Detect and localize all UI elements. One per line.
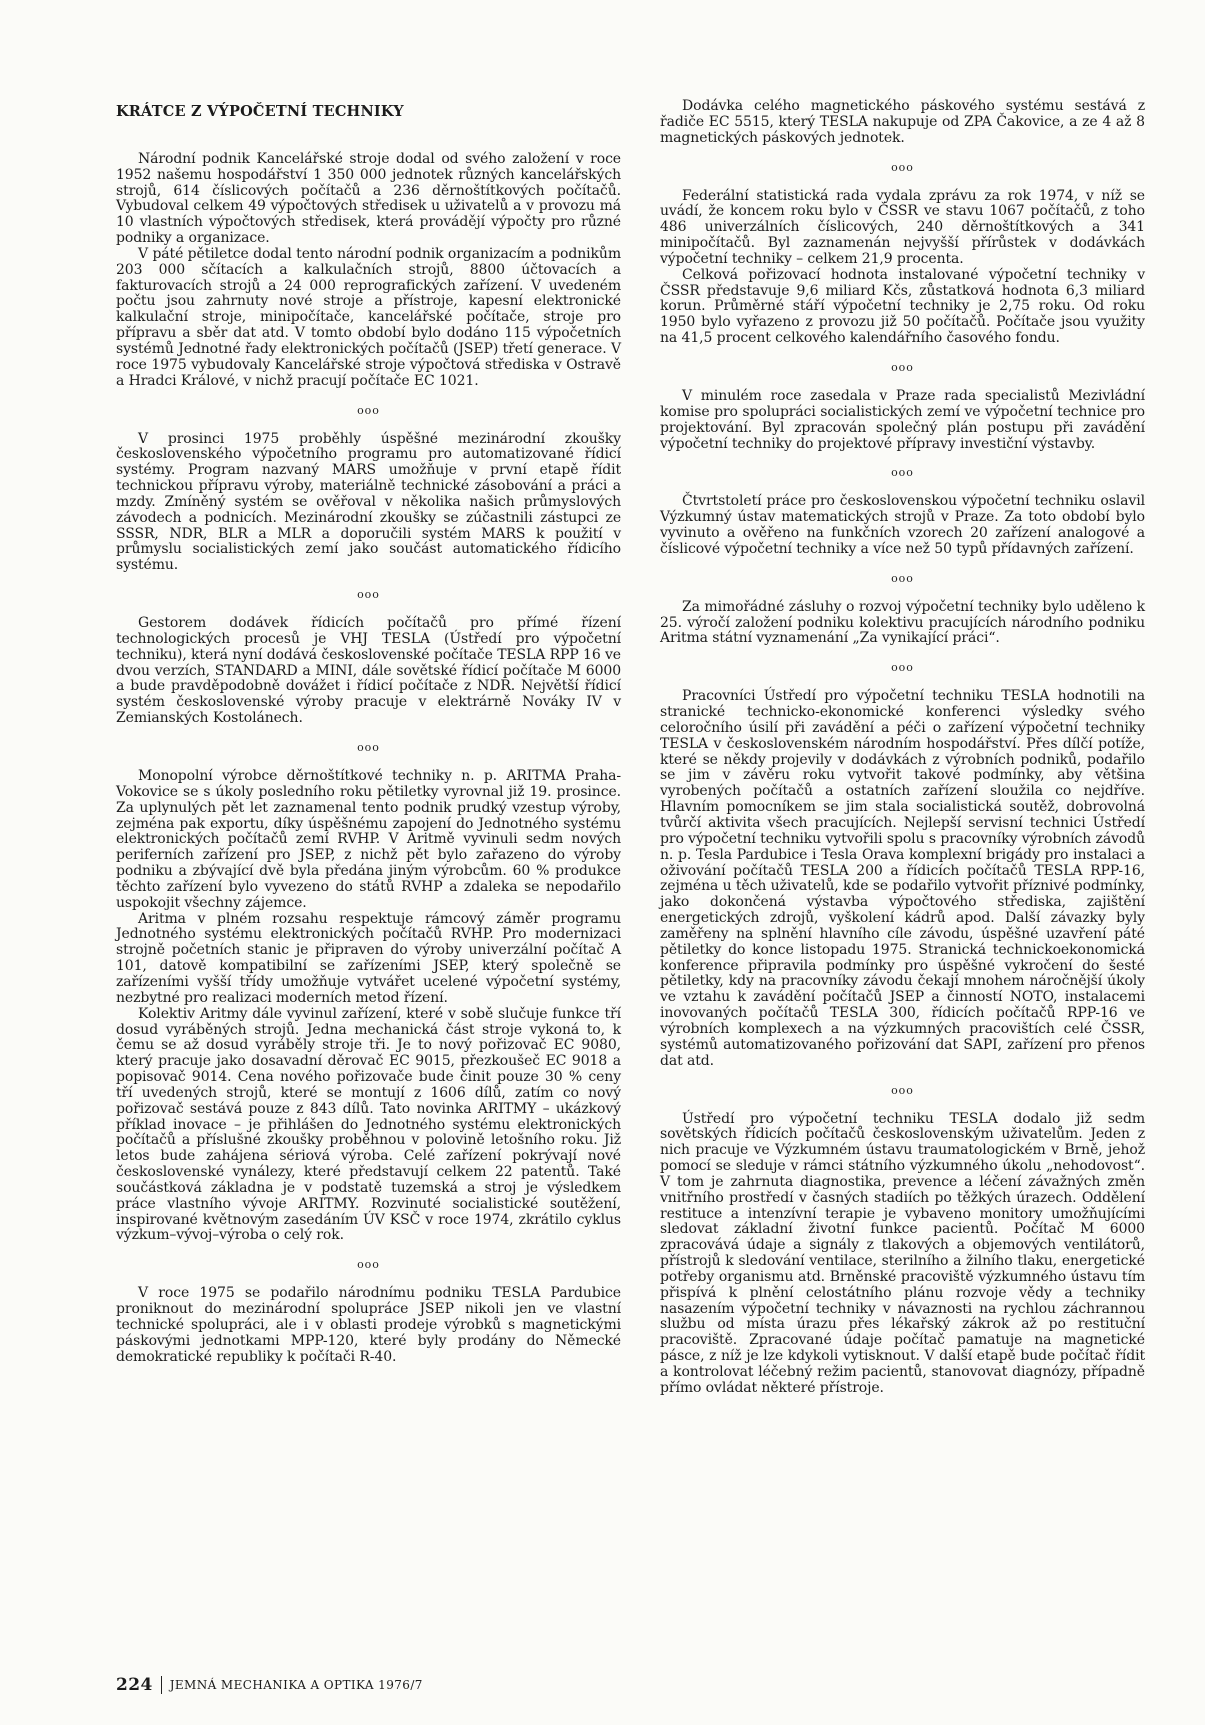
article-paragraph: Kolektiv Aritmy dále vyvinul zařízení, které v sobě slučuje funkce tří dosud vyráběných strojů. Jedna mechanická část stroje vykoná to, k čemu se až dosud vyráběly stroje tři. Je to nový pořizovač EC 9080, který pracuje jako dosavadní děrovač EC 9015, přezkoušeč EC 9018 a popisovač 9014. Cena nového pořizovače bude činit pouze 30 % ceny tří uvedených strojů, které se montují z 1606 dílů, zatím co nový pořizovač sestává pouze z 843 dílů. Tato novinka ARITMY – ukázkový příklad inovace – je přihlášen do Jednotného systému elektronických počítačů a příslušné zkoušky proběhnou v polovině letošního roku. Již letos bude zahájena sériová výroba. Celé zařízení pokrývají nové československé vynálezy, které představují celkem 22 patentů. Také součástková základna je v podstatě tuzemská a stroj je výsledkem práce vlastního vývoje ARITMY. Rozvinuté socialistické soutěžení, inspirované květnovým zasedáním ÚV KSČ v roce 1974, zkrátilo cyklus výzkum–vývoj–výroba o celý rok.	[116, 1005, 621, 1244]
article-separator: ooo	[357, 741, 380, 754]
article-paragraph: V roce 1975 se podařilo národnímu podniku TESLA Pardubice proniknout do mezinárodní spolupráce JSEP nikoli jen ve vlastní technické spolupráci, ale i v oblasti prodeje výrobků s magnetickými páskovými jednotkami MPP-120, které byly prodány do Německé demokratické republiky k počítači R-40.	[116, 1285, 621, 1365]
article-paragraph: Aritma v plném rozsahu respektuje rámcový záměr programu Jednotného systému elektronických počítačů RVHP. Pro modernizaci strojně početních stanic je připraven do výroby univerzální počítač A 101, datově kompatibilní se zařízeními JSEP, který společně se zařízeními vyšší třídy umožňuje vytvářet ucelené výpočetní systémy, nezbytné pro realizaci moderních metod řízení.	[116, 910, 621, 1006]
article-separator: ooo	[357, 1258, 380, 1272]
article-paragraph: Gestorem dodávek řídicích počítačů pro přímé řízení technologických procesů je VHJ TESLA (Ústředí pro výpočetní techniku), která nyní dodává československé počítače TESLA RPP 16 ve dvou verzích, STANDARD a MINI, dále sovětské řídicí počítače M 6000 a bude pravděpodobně dovážet i řídicí počítače z NDR. Největší řídicí systém československé výroby pracuje v elektrárně Nováky IV v Zemianských Kostolánech.	[116, 615, 621, 727]
left-column	[116, 104, 621, 1366]
right-column	[660, 99, 1145, 1397]
article-paragraph: Národní podnik Kancelářské stroje dodal od svého založení v roce 1952 našemu hospodářství 1 350 000 jednotek různých kancelářských strojů, 614 číslicových počítačů a 236 děrnoštítkových počítačů. Vybudoval celkem 49 výpočtových středisek u uživatelů a v provozu má 10 vlastních výpočtových středisek, která provádějí výpočty pro různé podniky a organizace.	[116, 150, 621, 247]
article-separator: ooo	[891, 1083, 914, 1097]
article-separator: ooo	[891, 160, 914, 174]
article-paragraph: Pracovníci Ústředí pro výpočetní techniku TESLA hodnotili na stranické technicko-ekonomické konferenci výsledky svého celoročního úsilí při zavádění a péči o zařízení výpočetní techniky TESLA v československém národním hospodářství. Přes dílčí potíže, které se někdy projevily v dodávkách z výrobních podniků, podařilo se jim v závěru roku vytvořit takové podmínky, aby většina vyrobených počítačů a ostatních zařízení sloužila co nejdříve. Hlavním pomocníkem se jim stala socialistická soutěž, dobrovolná tvůrčí aktivita všech pracujících. Nejlepší servisní technici Ústředí pro výpočetní techniku vytvořili spolu s pracovníky výrobních závodů n. p. Tesla Pardubice i Tesla Orava komplexní brigády pro instalaci a oživování počítačů TESLA 200 a řídicích počítačů TESLA RPP-16, zejména u těch uživatelů, kde se podařilo vytvořit příznivé podmínky, jako dokončená výstavba výpočtového střediska, zajištění energetických zdrojů, vyškolení kádrů apod. Další závazky byly zaměřeny na splnění hlavního cíle závodu, úspěšné uzavření páté pětiletky do konce listopadu 1975. Stranická technickoekonomická konference připravila podmínky pro úspěšné vykročení do šesté pětiletky, kdy na pracovníky závodu čekají mnohem náročnější úkoly ve vztahu k zavádění počítačů JSEP a činností NOTO, instalacemi inovovaných počítačů TESLA 300, řídicích počítačů RPP-16 ve výrobních komplexech a na výzkumných pracovištích celé ČSSR, systémů automatizovaného pořizování dat SAPI, zařízení pro přenos dat atd.	[660, 688, 1145, 1069]
article-paragraph: Za mimořádné zásluhy o rozvoj výpočetní techniky bylo uděleno k 25. výročí založení podniku kolektivu pracujících národního podniku Aritma státní vyznamenání „Za vynikající práci“.	[660, 598, 1145, 647]
left-column-body	[116, 152, 621, 1366]
article-paragraph: Dodávka celého magnetického páskového systému sestává z řadiče EC 5515, který TESLA nakupuje od ZPA Čakovice, a ze 4 až 8 magnetických páskových jednotek.	[660, 98, 1145, 146]
article-paragraph: V páté pětiletce dodal tento národní podnik organizacím a podnikům 203 000 sčítacích a kalkulačních strojů, 8800 účtovacích a fakturovacích strojů a 24 000 reprografických zařízení. V uvedeném počtu jsou zahrnuty nové stroje a přístroje, kapesní elektronické kalkulační stroje, minipočítače, kancelářské počítače, stroje pro přípravu a sběr dat atd. V tomto období bylo dodáno 115 výpočetních systémů Jednotné řady elektronických počítačů (JSEP) třetí generace. V roce 1975 vybudovaly Kancelářské stroje výpočtová střediska v Ostravě a Hradci Králové, v nichž pracují počítače EC 1021.	[116, 245, 621, 389]
article-paragraph: V prosinci 1975 proběhly úspěšné mezinárodní zkoušky československého výpočetního programu pro automatizované řídicí systémy. Program nazvaný MARS umožňuje v první etapě řídit technickou přípravu výroby, materiálně technické zásobování a práci a mzdy. Zmíněný systém se ověřoval v několika našich průmyslových závodech a podnicích. Mezinárodní zkoušky se zúčastnili zástupci ze SSSR, NDR, BLR a MLR a doporučili systém MARS k použití v průmyslu socialistických zemí jako součást automatického řídicího systému.	[116, 430, 621, 574]
article-paragraph: Celková pořizovací hodnota instalované výpočetní techniky v ČSSR představuje 9,6 miliard Kčs, zůstatková hodnota 6,3 miliard korun. Průměrné stáří výpočetní techniky je 2,75 roku. Od roku 1950 bylo vyřazeno z provozu již 50 počítačů. Počítače jsou využity na 41,5 procent celkového kalendářního časového fondu.	[660, 266, 1145, 347]
article-separator: ooo	[891, 571, 914, 585]
right-column-body	[660, 99, 1145, 1397]
footer-divider	[161, 1676, 162, 1694]
section-heading: KRÁTCE Z VÝPOČETNÍ TECHNIKY	[116, 103, 404, 120]
article-separator: ooo	[891, 466, 914, 480]
article-separator: ooo	[891, 360, 914, 374]
article-paragraph: Monopolní výrobce děrnoštítkové techniky n. p. ARITMA Praha-Vokovice se s úkoly posledního roku pětiletky vyrovnal již 19. prosince. Za uplynulých pět let zaznamenal tento podnik prudký vzestup výroby, zejména pak exportu, díky úspěšnému zapojení do Jednotného systému elektronických počítačů zemí RVHP. V Aritmě vyvinuli sedm nových periferních zařízení pro JSEP, z nichž pět bylo zařazeno do výroby podniku a zbývající dvě byla předána jiným výrobcům. 60 % produkce těchto zařízení bylo vyvezeno do států RVHP a zdaleka se nepodařilo uspokojit všechny zájemce.	[116, 768, 621, 911]
article-paragraph: V minulém roce zasedala v Praze rada specialistů Mezivládní komise pro spolupráci socialistických zemí ve výpočetní technice pro projektování. Byl zpracován společný plán postupu při zavádění výpočetní techniky do projektové přípravy investiční výstavby.	[660, 387, 1145, 452]
article-separator: ooo	[357, 588, 380, 602]
article-separator: ooo	[891, 661, 914, 675]
article-paragraph: Ústředí pro výpočetní techniku TESLA dodalo již sedm sovětských řídicích počítačů československým uživatelům. Jeden z nich pracuje ve Výzkumném ústavu traumatologickém v Brně, jehož pomocí se sleduje v rámci státního výzkumného úkolu „nehodovost“. V tom je zahrnuta diagnostika, prevence a léčení závažných změn vnitřního prostředí v časných stadiích po těžkých úrazech. Oddělení restituce a intenzívní terapie je vybaveno monitory umožňujícími sledovat základní životní funkce pacientů. Počítač M 6000 zpracovává údaje a signály z tlakových a objemových ventilátorů, přístrojů k sledování ventilace, sterilního a žilního tlaku, energetické potřeby organismu atd. Brněnské pracoviště výzkumného ústavu tím přispívá k plnění celostátního plánu rozvoje vědy a techniky nasazením výpočetní techniky v návaznosti na rychlou záchrannou službu od místa úrazu přes lékařský zákrok až po restituční pracoviště. Zpracované údaje počítač pamatuje na magnetické pásce, z níž je lze kdykoli vytisknout. V další etapě bude počítač řídit a kontrolovat léčebný režim pacientů, stanovovat diagnózy, případně přímo ovládat některé přístroje.	[660, 1110, 1145, 1396]
article-separator: ooo	[357, 403, 380, 417]
journal-title: JEMNÁ MECHANIKA A OPTIKA 1976/7	[169, 1678, 423, 1692]
article-paragraph: Federální statistická rada vydala zprávu za rok 1974, v níž se uvádí, že koncem roku bylo v ČSSR ve stavu 1067 počítačů, z toho 486 univerzálních číslicových, 240 děrnoštítkových a 341 minipočítačů. Byl zaznamenán nejvyšší přírůstek v dodávkách výpočetní techniky – celkem 21,9 procenta.	[660, 187, 1145, 267]
page-number: 224	[116, 1675, 153, 1695]
page-footer	[116, 1675, 423, 1695]
article-paragraph: Čtvrtstoletí práce pro československou výpočetní techniku oslavil Výzkumný ústav matematických strojů v Praze. Za toto období bylo vyvinuto a ověřeno na funkčních vzorech 20 zařízení analogové a číslicové výpočetní techniky a více než 50 typů přídavných zařízení.	[660, 493, 1145, 557]
